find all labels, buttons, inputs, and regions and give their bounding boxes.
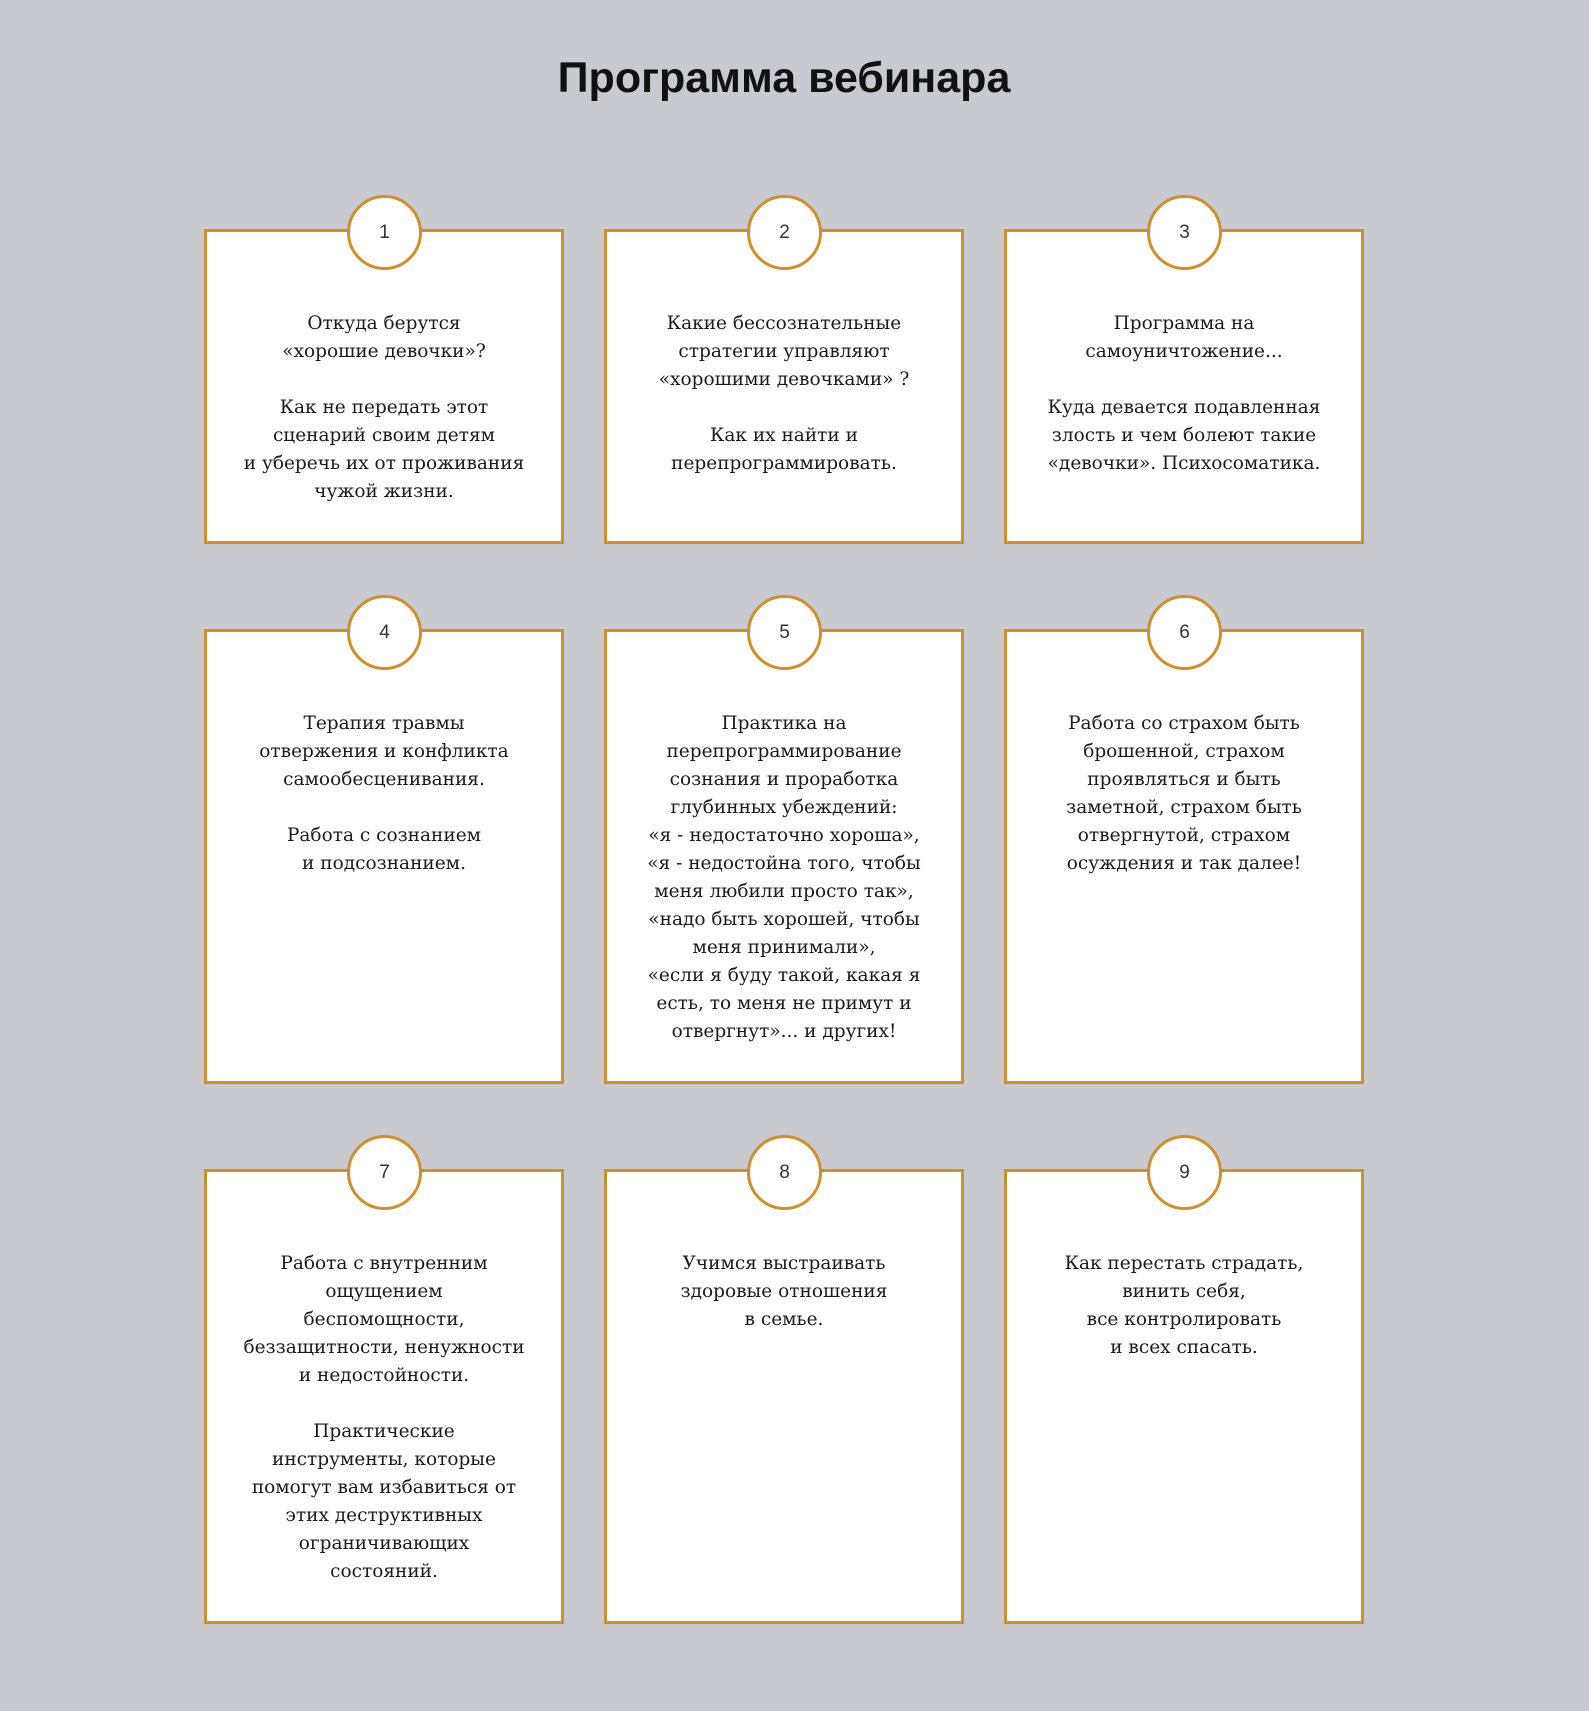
program-card-8 [604,1161,964,1624]
card-description: Практика на перепрограммирование сознания и проработка глубинных убеждений: «я - недостаточно хороша», «я - недостойна того, чтобы меня любили просто так», «надо быть хорошей, чтобы меня принимали», «если я буду такой, какая я есть, то меня не примут и отвергнут»... и других! [647,713,921,1042]
program-card-3 [1004,221,1364,544]
card-description: Откуда берутся «хорошие девочки»? Как не передать этот сценарий своим детям и уберечь их от проживания чужой жизни. [243,313,525,502]
card-description: Как перестать страдать, винить себя, все контролировать и всех спасать. [1064,1253,1304,1358]
card-number-badge: 6 [1147,595,1222,670]
card-number-badge: 9 [1147,1135,1222,1210]
program-card-4 [204,621,564,1084]
card-number-badge: 1 [347,195,422,270]
card-description: Работа с внутренним ощущением беспомощности, беззащитности, ненужности и недостойности. Практические инструменты, которые помогут вам избавиться от этих деструктивных ограничивающих состояний. [243,1253,525,1582]
card-number-badge: 4 [347,595,422,670]
card-number-badge: 3 [1147,195,1222,270]
card-number-badge: 8 [747,1135,822,1210]
card-number-badge: 7 [347,1135,422,1210]
card-number-badge: 2 [747,195,822,270]
card-description: Терапия травмы отвержения и конфликта самообесценивания. Работа с сознанием и подсознанием. [259,713,509,874]
program-card-5 [604,621,964,1084]
program-card-9 [1004,1161,1364,1624]
page-title: Программа вебинара [557,54,1011,102]
program-card-2 [604,221,964,544]
program-card-1 [204,221,564,544]
program-card-6 [1004,621,1364,1084]
card-number-badge: 5 [747,595,822,670]
program-card-7 [204,1161,564,1624]
card-description: Учимся выстраивать здоровые отношения в семье. [680,1253,888,1330]
card-description: Работа со страхом быть брошенной, страхом проявляться и быть заметной, страхом быть отвергнутой, страхом осуждения и так далее! [1066,713,1302,874]
card-description: Какие бессознательные стратегии управляют «хорошими девочками» ? Как их найти и перепрограммировать. [658,313,910,474]
card-description: Программа на самоуничтожение... Куда девается подавленная злость и чем болеют такие «девочки». Психосоматика. [1047,313,1321,474]
